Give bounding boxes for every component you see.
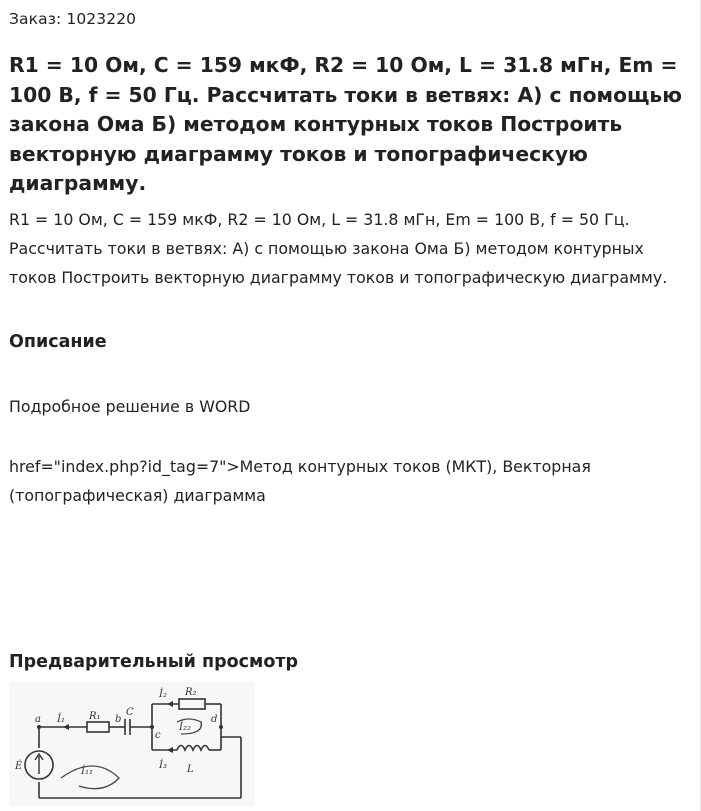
- current-i1-label: İ₁: [57, 714, 65, 725]
- node-c-label: c: [155, 730, 161, 741]
- description-heading: Описание: [9, 332, 107, 352]
- r2-label: R₂: [185, 687, 197, 698]
- current-i2-label: İ₂: [159, 689, 167, 700]
- current-i3-label: İ₃: [159, 760, 167, 771]
- preview-heading: Предварительный просмотр: [9, 652, 299, 672]
- emf-label: Ė: [15, 761, 23, 772]
- task-text: R1 = 10 Ом, C = 159 мкФ, R2 = 10 Ом, L = 31.8 мГн, Em = 100 В, f = 50 Гц. Рассчитать токи в ветвях: А) с помощью закона Ома Б) методом контурных токов Построить векторную диаграмму токов и топографическую диаграмму.: [9, 210, 668, 287]
- description-tags: href="index.php?id_tag=7">Метод контурных токов (МКТ), Векторная (топографическая) диаграмма: [9, 457, 591, 505]
- node-a-label: a: [35, 714, 41, 725]
- node-d-label: d: [211, 714, 218, 725]
- order-number: Заказ: 1023220: [9, 10, 137, 28]
- page-title: R1 = 10 Ом, C = 159 мкФ, R2 = 10 Ом, L = 31.8 мГн, Em = 100 В, f = 50 Гц. Рассчитать токи в ветвях: А) с помощью закона Ома Б) методом контурных токов Построить векторную диаграмму токов и топографическую диаграмму.: [9, 53, 682, 195]
- loop-i11-label: İ₁₁: [81, 766, 93, 777]
- preview-image[interactable]: [9, 682, 255, 806]
- circuit-diagram: [9, 682, 255, 806]
- r1-label: R₁: [89, 711, 101, 722]
- capacitor-label: C: [126, 707, 134, 718]
- node-b-label: b: [115, 714, 122, 725]
- description-detail: Подробное решение в WORD: [9, 397, 251, 416]
- inductor-label: L: [187, 764, 194, 775]
- loop-i22-label: İ₂₂: [179, 722, 191, 733]
